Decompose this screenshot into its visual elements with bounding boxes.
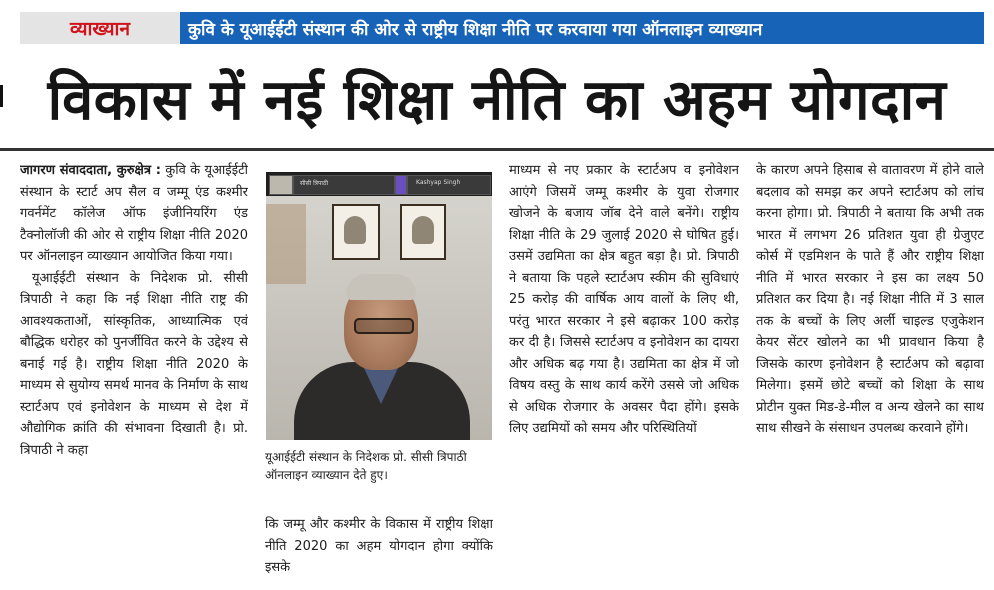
- section-tag: व्याख्यान: [20, 12, 180, 44]
- portrait-frame: [400, 204, 446, 260]
- speaker-hair: [346, 274, 416, 300]
- paragraph-2: यूआईईटी संस्थान के निदेशक प्रो. सीसी त्रिपाठी ने कहा कि नई शिक्षा नीति राष्ट्र की आवश्यकताओं, सांस्कृतिक, आध्यात्मिक एवं बौद्धिक धरोहर को पुनर्जीवित करने के उद्देश्य से बनाई गई है। राष्ट्रीय शिक्षा नीति 2020 के माध्यम से सुयोग्य समर्थ मानव के निर्माण के साथ स्टार्टअप एवं इनोवेशन के माध्यम से देश में औद्योगिक क्रांति की संभावना दिखाती है। प्रो. त्रिपाठी ने कहा: [20, 270, 248, 458]
- paragraph-1: कुवि के यूआईईटी संस्थान के स्टार्ट अप सैल व जम्मू एंड कश्मीर गवर्नमेंट कॉलेज ऑफ इंजीनियरिंग एंड टैक्नोलॉजी की ओर से राष्ट्रीय शिक्षा नीति 2020 पर ऑनलाइन व्याख्यान आयोजित किया गया।: [20, 163, 248, 264]
- article-column-1: [20, 160, 248, 585]
- headline: विकास में नई शिक्षा नीति का अहम योगदान: [47, 68, 947, 133]
- subheadline: कुवि के यूआईईटी संस्थान की ओर से राष्ट्रीय शिक्षा नीति पर करवाया गया ऑनलाइन व्याख्यान: [180, 12, 984, 44]
- article-column-3: [509, 160, 739, 585]
- participant-tile: [269, 175, 293, 195]
- paragraph-5: के कारण अपने हिसाब से वातावरण में होने वाले बदलाव को समझ कर अपने स्टार्टअप को लांच करना होगा। प्रो. त्रिपाठी ने बताया कि अभी तक भारत में लगभग 26 प्रतिशत युवा ही ग्रेजुएट कोर्स में एडमिशन के पाते हैं और राष्ट्रीय शिक्षा नीति में भारत सरकार ने इस का लक्ष्य 50 प्रतिशत कर दिया है। नई शिक्षा नीति में 3 साल तक के बच्चों के लिए अर्ली चाइल्ड एजुकेशन केयर सेंटर खोलने का भी प्रावधान किया है जिसके कारण इनोवेशन है स्टार्टअप को बढ़ावा मिलेगा। इसमें छोटे बच्चों को शिक्षा के साथ प्रोटीन युक्त मिड-डे-मील व अन्य खेलने का साथ साथ सीखने के संसाधन उपलब्ध करवाने होंगे।: [756, 163, 984, 436]
- photo-caption: यूआईईटी संस्थान के निदेशक प्रो. सीसी त्रिपाठी ऑनलाइन व्याख्यान देते हुए।: [265, 450, 467, 482]
- byline: जागरण संवाददाता, कुरुक्षेत्र :: [20, 163, 161, 178]
- article-photo: [266, 172, 492, 440]
- headline-rule: [0, 148, 994, 151]
- article-column-4: [756, 160, 984, 585]
- paragraph-3: कि जम्मू और कश्मीर के विकास में राष्ट्रीय शिक्षा नीति 2020 का अहम योगदान होगा क्योंकि इसके: [265, 517, 493, 575]
- glasses: [354, 318, 414, 334]
- participant-tile: [395, 175, 407, 195]
- section-strip: [20, 12, 984, 44]
- participant-name: सीसी त्रिपाठी: [300, 180, 328, 187]
- participant-name: Kashyap Singh: [416, 179, 461, 186]
- article-column-2: [265, 514, 493, 586]
- paragraph-4: माध्यम से नए प्रकार के स्टार्टअप व इनोवेशन आएंगे जिसमें जम्मू कश्मीर के युवा रोजगार खोजने के बजाय जॉब देने वाले बनेंगे। राष्ट्रीय शिक्षा नीति के 29 जुलाई 2020 से घोषित हुई। उसमें उद्यमिता का क्षेत्र बहुत बड़ा है। प्रो. त्रिपाठी ने बताया कि पहले स्टार्टअप स्कीम की सुविधाएं 25 करोड़ की वार्षिक आय वालों के लिए थी, परंतु भारत सरकार ने इसे बढ़ाकर 100 करोड़ कर दी है। जिससे स्टार्टअप व इनोवेशन का दायरा और अधिक बढ़ गया है। उद्यमिता का क्षेत्र में जो विषय वस्तु के साथ कार्य करेंगे उससे जो अधिक से अधिक रोजगार के अवसर पैदा होंगे। इसके लिए उद्यमियों को समय और परिस्थितियों: [509, 163, 739, 436]
- video-call-toolbar: [266, 172, 492, 196]
- bookshelf: [266, 204, 306, 284]
- portrait-frame: [332, 204, 380, 260]
